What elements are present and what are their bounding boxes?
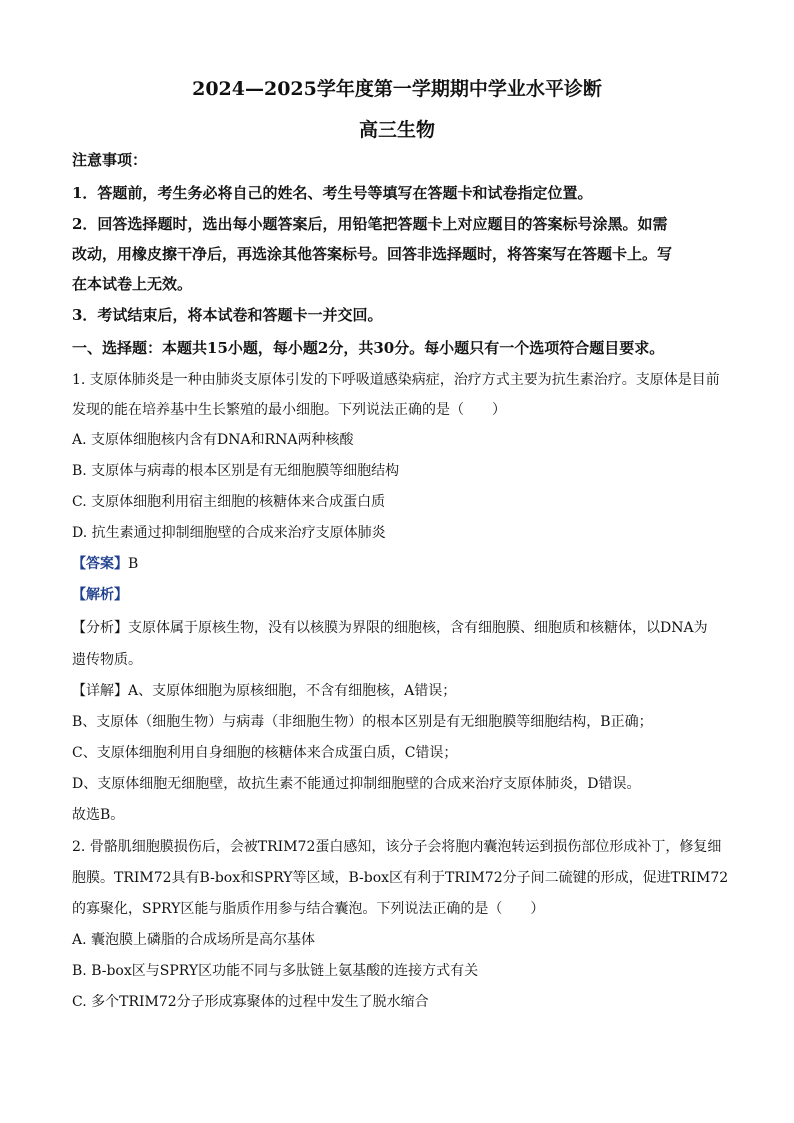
q2-option-a: A. 囊泡膜上磷脂的合成场所是高尔基体 — [72, 932, 316, 948]
q1-detail-d: D、支原体细胞无细胞壁，故抗生素不能通过抑制细胞壁的合成来治疗支原体肺炎，D错误。 — [72, 776, 641, 792]
q2-option-c: C. 多个TRIM72分子形成寡聚体的过程中发生了脱水缩合 — [72, 994, 429, 1010]
fenxi-tag: 【分析】 — [72, 620, 128, 636]
answer-tag: 【答案】 — [72, 556, 128, 572]
notes-item-2-line-1: 2．回答选择题时，选出每小题答案后，用铅笔把答题卡上对应题目的答案标号涂黑。如需 — [72, 215, 668, 233]
q1-fenxi-line-2: 遗传物质。 — [72, 652, 142, 668]
q1-stem-line-2: 发现的能在培养基中生长繁殖的最小细胞。下列说法正确的是（ ） — [72, 402, 506, 418]
notes-item-3: 3．考试结束后，将本试卷和答题卡一并交回。 — [72, 306, 383, 324]
exam-subject: 高三生物 — [358, 119, 435, 141]
q1-conclusion: 故选B。 — [72, 807, 125, 823]
analysis-tag: 【解析】 — [72, 587, 128, 603]
notes-item-2-line-2: 改动，用橡皮擦干净后，再选涂其他答案标号。回答非选择题时，将答案写在答题卡上。写 — [72, 245, 673, 263]
notes-heading: 注意事项： — [72, 151, 148, 169]
q1-option-c: C. 支原体细胞利用宿主细胞的核糖体来合成蛋白质 — [72, 494, 386, 510]
q1-detail-c: C、支原体细胞利用自身细胞的核糖体来合成蛋白质，C错误； — [72, 745, 458, 761]
q1-option-d: D. 抗生素通过抑制细胞壁的合成来治疗支原体肺炎 — [72, 525, 386, 541]
detail-tag: 【详解】 — [72, 683, 128, 699]
exam-title: 2024—2025学年度第一学期期中学业水平诊断 — [192, 78, 602, 100]
q1-detail-a — [72, 681, 722, 701]
q1-detail-b: B、支原体（细胞生物）与病毒（非细胞生物）的根本区别是有无细胞膜等细胞结构，B正确； — [72, 714, 653, 730]
q2-stem-line-1: 2. 骨骼肌细胞膜损伤后，会被TRIM72蛋白感知，该分子会将胞内囊泡转运到损伤部位形成补丁，修复细 — [72, 839, 722, 855]
fenxi-text-1: 支原体属于原核生物，没有以核膜为界限的细胞核，含有细胞膜、细胞质和核糖体，以DNA为 — [128, 620, 708, 636]
q2-stem-line-3: 的寡聚化，SPRY区能与脂质作用参与结合囊泡。下列说法正确的是（ ） — [72, 901, 545, 917]
q1-option-b: B. 支原体与病毒的根本区别是有无细胞膜等细胞结构 — [72, 463, 400, 479]
answer-value: B — [128, 556, 139, 572]
q1-analysis-tag — [72, 585, 722, 605]
q1-option-a: A. 支原体细胞核内含有DNA和RNA两种核酸 — [72, 432, 354, 448]
detail-a-text: A、支原体细胞为原核细胞，不含有细胞核，A错误； — [128, 683, 457, 699]
q1-stem-line-1: 1. 支原体肺炎是一种由肺炎支原体引发的下呼吸道感染病症，治疗方式主要为抗生素治疗。支原体是目前 — [72, 372, 720, 388]
q2-option-b: B. B-box区与SPRY区功能不同与多肽链上氨基酸的连接方式有关 — [72, 963, 479, 979]
notes-item-1: 1．答题前，考生务必将自己的姓名、考生号等填写在答题卡和试卷指定位置。 — [72, 184, 593, 202]
notes-item-2-line-3: 在本试卷上无效。 — [72, 275, 193, 293]
section-heading: 一、选择题：本题共15小题，每小题2分，共30分。每小题只有一个选项符合题目要求。 — [72, 339, 665, 357]
q1-answer — [72, 554, 722, 574]
q1-fenxi-line-1 — [72, 618, 722, 638]
q2-stem-line-2: 胞膜。TRIM72具有B-box和SPRY等区域，B-box区有利于TRIM72分子间二硫键的形成，促进TRIM72 — [72, 870, 729, 886]
